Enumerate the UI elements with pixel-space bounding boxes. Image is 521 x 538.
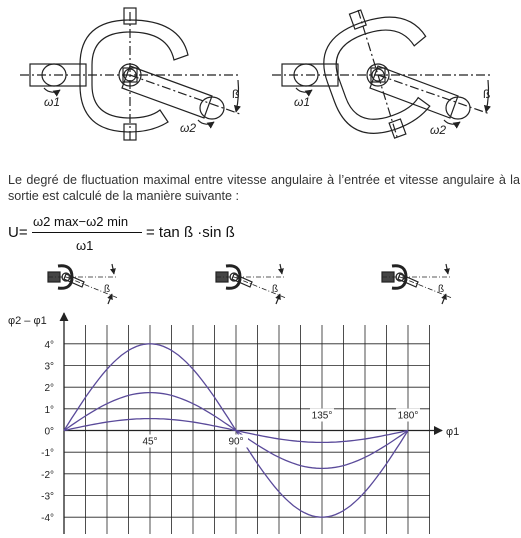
small-beta-label: ß	[438, 284, 445, 295]
y-tick-label: -1°	[41, 448, 54, 460]
small-beta-label: ß	[272, 284, 279, 295]
y-tick-label: -2°	[41, 469, 54, 481]
x-tick-label: 90°	[228, 436, 244, 448]
y-tick-label: -4°	[41, 513, 54, 525]
formula-rhs: = tan ß ·sin ß	[146, 224, 235, 241]
y-axis-label: φ2 – φ1	[8, 315, 47, 327]
y-tick-label: 2°	[44, 383, 54, 395]
y-tick-label: -3°	[41, 491, 54, 503]
angle-deviation-chart	[0, 258, 521, 538]
x-tick-label: 135°	[311, 410, 333, 422]
chart-axes	[64, 313, 442, 534]
joint-figure-rotated	[272, 0, 490, 153]
chart-tick-labels	[41, 340, 420, 524]
small-beta-label: ß	[104, 284, 111, 295]
x-tick-label: 45°	[142, 436, 158, 448]
fluctuation-formula	[8, 214, 308, 258]
beta-angle-label: ß	[232, 87, 240, 101]
universal-joint-figures	[0, 0, 521, 165]
beta-angle-label: ß	[483, 87, 491, 101]
y-tick-label: 1°	[44, 404, 54, 416]
y-tick-label: 0°	[44, 426, 54, 438]
chart-grid	[64, 325, 430, 534]
x-axis-label: φ1	[446, 426, 460, 438]
omega-out-label: ω2	[430, 123, 447, 137]
fluctuation-description: Le degré de fluctuation maximal entre vitesse angulaire à l’entrée et vitesse angulaire à la sortie est calculé de la manière suivante :	[8, 173, 520, 203]
omega-in-label: ω1	[294, 95, 311, 109]
fraction-bar	[32, 232, 142, 233]
formula-denominator: ω1	[76, 238, 94, 253]
omega-out-label: ω2	[180, 121, 197, 135]
omega-in-label: ω1	[44, 95, 61, 109]
formula-numerator: ω2 max−ω2 min	[33, 214, 129, 229]
y-tick-label: 3°	[44, 361, 54, 373]
x-tick-label: 180°	[397, 410, 419, 422]
y-tick-label: 4°	[44, 339, 54, 351]
formula-lhs: U=	[8, 224, 28, 241]
joint-figure-straight	[20, 8, 240, 140]
